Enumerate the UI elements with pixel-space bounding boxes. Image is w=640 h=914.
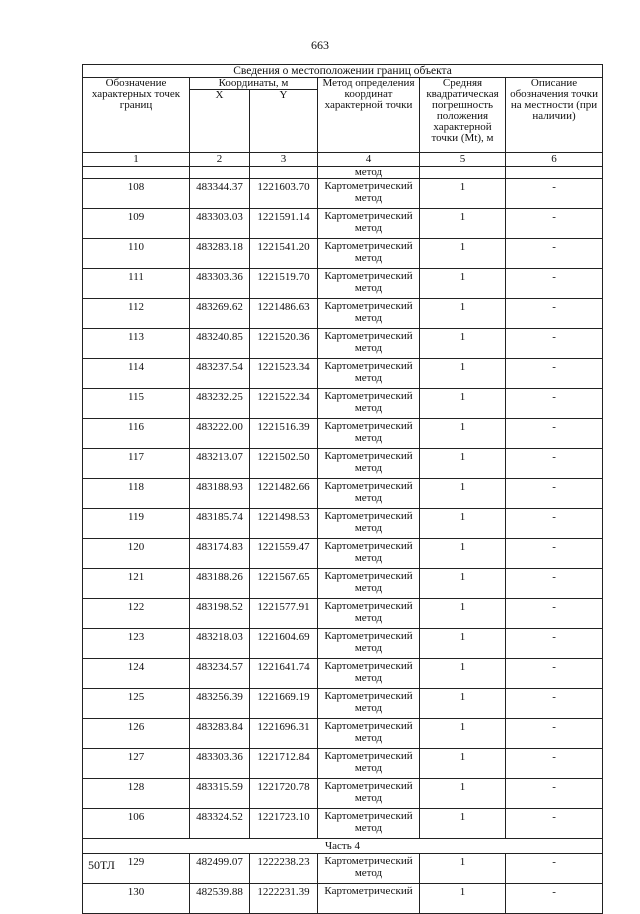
accuracy-cell: 1 [420,239,506,269]
x-coordinate-cell: 483344.37 [190,179,250,209]
method-cell: Картометрический [318,884,420,914]
continued-method-text: метод [318,167,420,179]
part-label: Часть 4 [83,839,603,854]
x-coordinate-cell: 483324.52 [190,809,250,839]
description-cell: - [506,689,603,719]
description-cell: - [506,479,603,509]
x-coordinate-cell: 483237.54 [190,359,250,389]
accuracy-cell: 1 [420,569,506,599]
description-cell: - [506,569,603,599]
column-number: 4 [318,153,420,167]
x-coordinate-cell: 483213.07 [190,449,250,479]
method-cell: Картометрический метод [318,779,420,809]
description-cell: - [506,854,603,884]
description-cell: - [506,329,603,359]
column-number: 6 [506,153,603,167]
method-cell: Картометрический метод [318,599,420,629]
method-cell: Картометрический метод [318,359,420,389]
y-coordinate-cell: 1222238.23 [250,854,318,884]
y-coordinate-cell: 1221577.91 [250,599,318,629]
table-row [83,389,603,419]
point-number-cell: 120 [83,539,190,569]
description-cell: - [506,539,603,569]
description-cell: - [506,449,603,479]
description-cell: - [506,359,603,389]
point-number-cell: 119 [83,509,190,539]
accuracy-cell: 1 [420,809,506,839]
x-coordinate-cell: 483269.62 [190,299,250,329]
point-number-cell: 118 [83,479,190,509]
column-number: 1 [83,153,190,167]
y-coordinate-cell: 1221669.19 [250,689,318,719]
part-separator-row [83,839,603,854]
point-number-cell: 129 [83,854,190,884]
description-cell: - [506,599,603,629]
method-cell: Картометрический метод [318,209,420,239]
table-row [83,329,603,359]
header-method: Метод определения координат характерной точки [318,78,420,153]
column-number: 3 [250,153,318,167]
table-row [83,779,603,809]
description-cell: - [506,209,603,239]
description-cell: - [506,239,603,269]
point-number-cell: 121 [83,569,190,599]
description-cell: - [506,419,603,449]
y-coordinate-cell: 1221723.10 [250,809,318,839]
x-coordinate-cell: 483283.84 [190,719,250,749]
y-coordinate-cell: 1221486.63 [250,299,318,329]
accuracy-cell: 1 [420,389,506,419]
point-number-cell: 114 [83,359,190,389]
point-number-cell: 126 [83,719,190,749]
y-coordinate-cell: 1221567.65 [250,569,318,599]
x-coordinate-cell: 483240.85 [190,329,250,359]
accuracy-cell: 1 [420,539,506,569]
description-cell: - [506,749,603,779]
accuracy-cell: 1 [420,629,506,659]
x-coordinate-cell: 483303.03 [190,209,250,239]
method-cell: Картометрический метод [318,659,420,689]
accuracy-cell: 1 [420,599,506,629]
y-coordinate-cell: 1221603.70 [250,179,318,209]
accuracy-cell: 1 [420,509,506,539]
method-cell: Картометрический метод [318,509,420,539]
table-row [83,629,603,659]
table-row [83,479,603,509]
x-coordinate-cell: 483188.26 [190,569,250,599]
header-x: X [190,90,250,153]
page-number: 663 [311,38,329,52]
accuracy-cell: 1 [420,209,506,239]
point-number-cell: 112 [83,299,190,329]
method-cell: Картометрический метод [318,299,420,329]
y-coordinate-cell: 1221559.47 [250,539,318,569]
y-coordinate-cell: 1221516.39 [250,419,318,449]
x-coordinate-cell: 483283.18 [190,239,250,269]
point-number-cell: 128 [83,779,190,809]
point-number-cell: 117 [83,449,190,479]
point-number-cell: 109 [83,209,190,239]
x-coordinate-cell: 483303.36 [190,749,250,779]
table-row [83,449,603,479]
x-coordinate-cell: 483234.57 [190,659,250,689]
method-cell: Картометрический метод [318,269,420,299]
method-cell: Картометрический метод [318,329,420,359]
accuracy-cell: 1 [420,299,506,329]
header-y: Y [250,90,318,153]
method-cell: Картометрический метод [318,719,420,749]
accuracy-cell: 1 [420,269,506,299]
x-coordinate-cell: 483232.25 [190,389,250,419]
description-cell: - [506,269,603,299]
table-row [83,209,603,239]
method-cell: Картометрический метод [318,689,420,719]
point-number-cell: 122 [83,599,190,629]
method-cell: Картометрический метод [318,179,420,209]
method-cell: Картометрический метод [318,419,420,449]
method-cell: Картометрический метод [318,854,420,884]
description-cell: - [506,779,603,809]
table-row [83,569,603,599]
point-number-cell: 116 [83,419,190,449]
x-coordinate-cell: 483222.00 [190,419,250,449]
y-coordinate-cell: 1221712.84 [250,749,318,779]
description-cell: - [506,299,603,329]
accuracy-cell: 1 [420,659,506,689]
x-coordinate-cell: 483256.39 [190,689,250,719]
point-number-cell: 108 [83,179,190,209]
table-row [83,419,603,449]
description-cell: - [506,629,603,659]
method-cell: Картометрический метод [318,809,420,839]
point-number-cell: 127 [83,749,190,779]
header-accuracy: Средняя квадратическая погрешность положения характерной точки (Mt), м [420,78,506,153]
y-coordinate-cell: 1221591.14 [250,209,318,239]
table-row [83,269,603,299]
accuracy-cell: 1 [420,854,506,884]
method-cell: Картометрический метод [318,239,420,269]
footer-code: 50ТЛ [88,858,115,872]
table-caption: Сведения о местоположении границ объекта [83,65,603,78]
accuracy-cell: 1 [420,749,506,779]
y-coordinate-cell: 1222231.39 [250,884,318,914]
header-description: Описание обозначения точки на местности (при наличии) [506,78,603,153]
x-coordinate-cell: 483315.59 [190,779,250,809]
column-number: 5 [420,153,506,167]
column-number: 2 [190,153,250,167]
table-row [83,299,603,329]
accuracy-cell: 1 [420,479,506,509]
table-row [83,659,603,689]
method-cell: Картометрический метод [318,539,420,569]
table-row [83,689,603,719]
description-cell: - [506,884,603,914]
x-coordinate-cell: 483188.93 [190,479,250,509]
accuracy-cell: 1 [420,179,506,209]
table-row [83,509,603,539]
table-row [83,539,603,569]
point-number-cell: 123 [83,629,190,659]
accuracy-cell: 1 [420,884,506,914]
x-coordinate-cell: 483218.03 [190,629,250,659]
table-row [83,359,603,389]
accuracy-cell: 1 [420,419,506,449]
point-number-cell: 110 [83,239,190,269]
point-number-cell: 125 [83,689,190,719]
accuracy-cell: 1 [420,779,506,809]
x-coordinate-cell: 483185.74 [190,509,250,539]
method-cell: Картометрический метод [318,389,420,419]
y-coordinate-cell: 1221519.70 [250,269,318,299]
x-coordinate-cell: 482539.88 [190,884,250,914]
method-cell: Картометрический метод [318,629,420,659]
y-coordinate-cell: 1221696.31 [250,719,318,749]
accuracy-cell: 1 [420,689,506,719]
description-cell: - [506,659,603,689]
description-cell: - [506,809,603,839]
y-coordinate-cell: 1221498.53 [250,509,318,539]
y-coordinate-cell: 1221522.34 [250,389,318,419]
method-cell: Картометрический метод [318,569,420,599]
table-row [83,749,603,779]
accuracy-cell: 1 [420,359,506,389]
y-coordinate-cell: 1221541.20 [250,239,318,269]
y-coordinate-cell: 1221482.66 [250,479,318,509]
description-cell: - [506,719,603,749]
x-coordinate-cell: 483303.36 [190,269,250,299]
accuracy-cell: 1 [420,449,506,479]
table-row [83,854,603,884]
y-coordinate-cell: 1221520.36 [250,329,318,359]
header-coordinates: Координаты, м [190,78,318,90]
point-number-cell: 106 [83,809,190,839]
y-coordinate-cell: 1221523.34 [250,359,318,389]
table-row [83,719,603,749]
description-cell: - [506,389,603,419]
table-row [83,809,603,839]
accuracy-cell: 1 [420,719,506,749]
accuracy-cell: 1 [420,329,506,359]
point-number-cell: 115 [83,389,190,419]
method-cell: Картометрический метод [318,749,420,779]
point-number-cell: 130 [83,884,190,914]
y-coordinate-cell: 1221604.69 [250,629,318,659]
point-number-cell: 113 [83,329,190,359]
description-cell: - [506,179,603,209]
method-cell: Картометрический метод [318,479,420,509]
boundary-coordinates-table [82,64,603,914]
point-number-cell: 124 [83,659,190,689]
header-designation: Обозначение характерных точек границ [83,78,190,153]
y-coordinate-cell: 1221502.50 [250,449,318,479]
table-row [83,239,603,269]
point-number-cell: 111 [83,269,190,299]
table-row [83,179,603,209]
x-coordinate-cell: 483174.83 [190,539,250,569]
y-coordinate-cell: 1221641.74 [250,659,318,689]
x-coordinate-cell: 483198.52 [190,599,250,629]
table-row [83,599,603,629]
method-cell: Картометрический метод [318,449,420,479]
description-cell: - [506,509,603,539]
x-coordinate-cell: 482499.07 [190,854,250,884]
y-coordinate-cell: 1221720.78 [250,779,318,809]
